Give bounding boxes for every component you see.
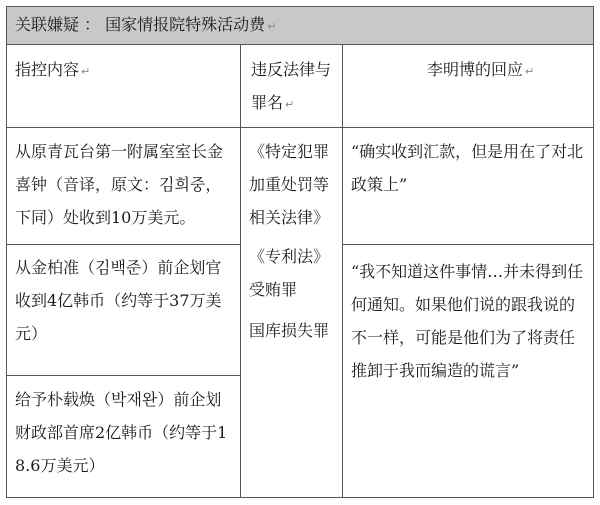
column-divider-2 <box>342 45 343 498</box>
header-divider <box>7 127 593 128</box>
table-title-bar <box>7 7 593 45</box>
paragraph-mark-icon: ↵ <box>267 20 277 33</box>
law-cell <box>249 135 335 347</box>
row-2-response-text: “我不知道这件事情…并未得到任何通知。如果他们说的跟我说的不一样，可能是他们为了将责任推卸于我而编造的谎言” <box>351 262 584 380</box>
row-2-allegation-text-end: ）前企划官收到4亿韩币（约等于37万美元） <box>15 258 222 343</box>
row-1-allegation <box>15 135 237 234</box>
law-treasury-loss: 国库损失罪 <box>249 321 330 340</box>
row-3-korean-name: 박재완 <box>111 390 158 409</box>
law-bribery: 受贿罪 <box>249 280 298 299</box>
header-law-label: 违反法律与罪名 <box>251 60 332 112</box>
paragraph-mark-icon: ↵ <box>285 98 295 111</box>
row-divider-1-col3 <box>342 244 593 245</box>
table-title: 关联嫌疑 ： 国家情报院特殊活动费 <box>15 15 266 34</box>
row-1-response <box>351 135 587 201</box>
header-response-label: 李明博的回应 <box>427 60 524 79</box>
row-2-korean-name: 김백준 <box>95 258 142 277</box>
table-frame <box>6 6 594 498</box>
law-specific-crimes: 《特定犯罪加重处罚等相关法律》 <box>249 142 330 227</box>
row-divider-2-col1 <box>7 375 240 376</box>
header-law <box>251 53 331 121</box>
row-1-allegation-text: 从原青瓦台第一附属室室长金喜钟（音译，原文： <box>15 142 224 194</box>
row-divider-1-col1 <box>7 244 240 245</box>
row-2-allegation-text: 从金柏准（ <box>15 258 96 277</box>
row-3-allegation <box>15 383 237 482</box>
header-allegation-label: 指控内容 <box>15 60 80 79</box>
column-divider-1 <box>240 45 241 498</box>
row-2-allegation <box>15 251 237 350</box>
row-1-allegation-text-end: ，下同）处收到10万美元。 <box>15 175 222 227</box>
paragraph-mark-icon: ↵ <box>81 65 91 78</box>
row-2-response <box>351 255 589 387</box>
row-3-allegation-text: 给予朴载焕（ <box>15 390 112 409</box>
row-1-response-text: “确实收到汇款，但是用在了对北政策上” <box>351 142 584 194</box>
header-response <box>427 53 587 88</box>
row-1-korean-name: 김희중 <box>159 175 206 194</box>
row-3-allegation-text-end: ）前企划财政部首席2亿韩币（约等于18.6万美元） <box>15 390 228 475</box>
law-patent: 《专利法》 <box>249 247 330 266</box>
header-allegation <box>15 53 235 88</box>
paragraph-mark-icon: ↵ <box>525 65 535 78</box>
